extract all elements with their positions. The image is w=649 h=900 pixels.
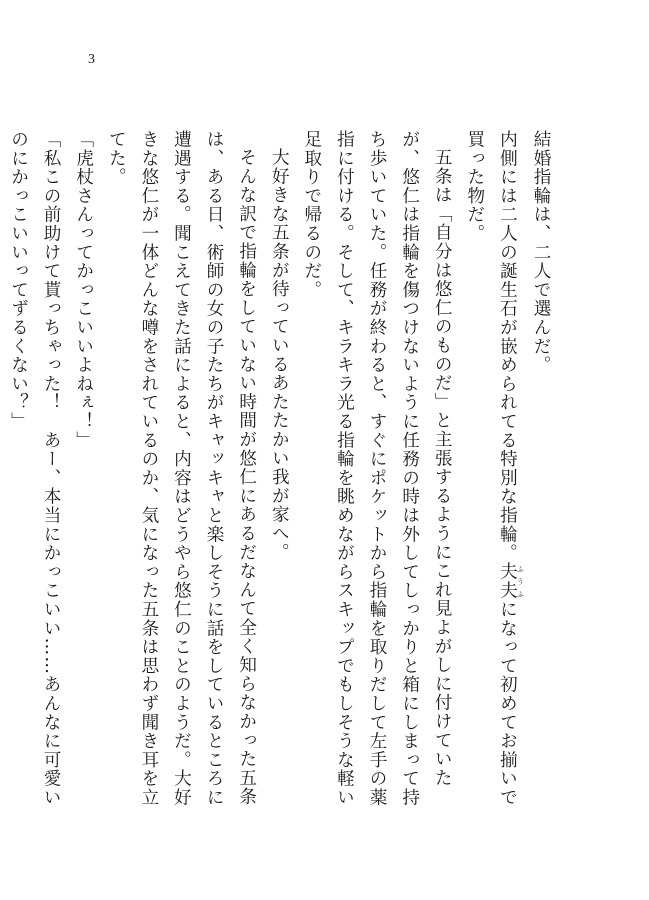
ruby-base: 夫夫 [497, 562, 518, 601]
paragraph-2 [458, 130, 524, 810]
dialogue-1: 「虎杖さんってかっこいいよねぇ！」 [73, 130, 94, 450]
ruby-reading: ふうふ [516, 562, 525, 601]
paragraph-4: 大好きな五条が待っているあたたかい我が家へ。 [269, 147, 290, 562]
paragraph-3: 五条は「自分は悠仁のものだ」と主張するようにこれ見よがしに付けていたが、悠仁は指輪を傷つけないように任務の時は外してしっかりと箱にしまって持ち歩いていた。任務が終わると、すぐにポケットから指輪を取りだして左手の薬指に付ける。そして、キラキラ光る指輪を眺めながらスキップでもしそうな軽い足取りで帰るのだ。 [301, 130, 453, 807]
paragraph-1: 結婚指輪は、二人で選んだ。 [531, 130, 551, 375]
paragraph-2-before: 内側には二人の誕生石が嵌められてる特別な指輪。 [497, 130, 518, 563]
ruby-fuufu [497, 562, 525, 601]
body-text [2, 130, 557, 810]
page-number: 3 [88, 52, 95, 67]
dialogue-2: 「私この前助けて貰っちゃった！ あー、本当にかっこいい……あんなに可愛いのにかっこいいってずるくない？」 [8, 130, 62, 807]
paragraph-5: そんな訳で指輪をしていない時間が悠仁にあるだなんて全く知らなかった五条は、ある日、術師の女の子たちがキャッキャと楽しそうに話をしているところに遭遇する。聞こえてきた話によると、内容はどうやら悠仁のことのようだ。大好きな悠仁が一体どんな噂をされているのか、気になった五条は思わず聞き耳を立てた。 [106, 130, 257, 807]
paragraph-2-after: になって初めてお揃いで買った物だ。 [464, 130, 518, 807]
